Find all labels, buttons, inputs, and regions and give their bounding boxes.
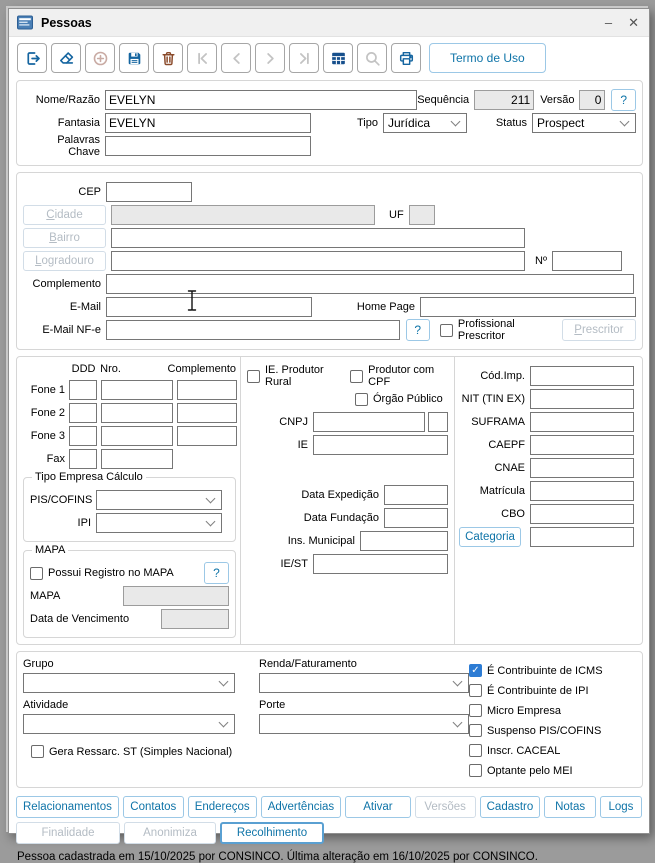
email-nfe-input[interactable]: [106, 320, 400, 340]
action-buttons-row1: [16, 796, 642, 818]
cnae-input[interactable]: [530, 458, 634, 478]
ins-municipal-input[interactable]: [360, 531, 448, 551]
email-input[interactable]: [106, 297, 312, 317]
print-button[interactable]: [391, 43, 421, 73]
fone1-nro-input[interactable]: [101, 380, 173, 400]
cep-label: CEP: [78, 186, 101, 198]
matricula-input[interactable]: [530, 481, 634, 501]
save-icon: [125, 49, 144, 68]
renda-faturamento-label: Renda/Faturamento: [259, 658, 357, 670]
logs-button[interactable]: Logs: [600, 796, 642, 818]
nav-last-icon: [295, 49, 314, 68]
sequencia-input: [474, 90, 534, 110]
classification-section: [16, 651, 643, 788]
inscr-caceal-checkbox[interactable]: [469, 744, 482, 757]
versao-label: Versão: [540, 94, 575, 106]
fone3-nro-input[interactable]: [101, 426, 173, 446]
versao-input: [579, 90, 605, 110]
ins-municipal-label: Ins. Municipal: [287, 535, 355, 547]
ipi-select[interactable]: [96, 513, 222, 533]
grupo-label: Grupo: [23, 658, 54, 670]
exit-button[interactable]: [17, 43, 47, 73]
anonimiza-button[interactable]: Anonimiza: [124, 822, 216, 844]
nav-first-icon: [193, 49, 212, 68]
cnpj-label: CNPJ: [279, 416, 308, 428]
cbo-input[interactable]: [530, 504, 634, 524]
ativar-button[interactable]: Ativar: [345, 796, 411, 818]
nav-last-button[interactable]: [289, 43, 319, 73]
fone2-complemento-input[interactable]: [177, 403, 237, 423]
atividade-label: Atividade: [23, 699, 69, 711]
contribuinte-icms-checkbox[interactable]: [469, 664, 482, 677]
address-section: [16, 172, 643, 350]
contatos-button[interactable]: Contatos: [123, 796, 184, 818]
uf-label: UF: [389, 209, 404, 221]
complemento-label: Complemento: [32, 278, 101, 290]
fone3-ddd-input[interactable]: [69, 426, 97, 446]
homepage-input[interactable]: [420, 297, 636, 317]
fantasia-input[interactable]: [105, 113, 311, 133]
tipo-empresa-calculo-group: [23, 471, 236, 542]
grid-button[interactable]: [323, 43, 353, 73]
data-vencimento-label: Data de Vencimento: [30, 613, 130, 625]
chevron-down-icon: [219, 718, 229, 728]
chevron-down-icon: [453, 718, 463, 728]
fax-label: Fax: [46, 453, 65, 465]
nit-input[interactable]: [530, 389, 634, 409]
tipo-value: Jurídica: [388, 116, 431, 130]
email-nfe-label: E-Mail NF-e: [42, 324, 101, 336]
ie-st-label: IE/ST: [280, 558, 308, 570]
sequencia-label: Sequência: [417, 94, 470, 106]
fiscal-flags: [469, 658, 636, 781]
ie-label: IE: [297, 439, 308, 451]
tipo-empresa-calculo-title: Tipo Empresa Cálculo: [32, 471, 146, 483]
mapa-label: MAPA: [30, 590, 61, 602]
cadastro-button[interactable]: Cadastro: [480, 796, 541, 818]
nav-next-button[interactable]: [255, 43, 285, 73]
data-vencimento-input: [161, 609, 229, 629]
possui-registro-mapa-label: Possui Registro no MAPA: [48, 567, 174, 579]
nav-next-icon: [261, 49, 280, 68]
close-button[interactable]: ✕: [628, 14, 639, 30]
orgao-publico-checkbox[interactable]: [355, 393, 368, 406]
phones-column: [17, 357, 241, 644]
recolhimento-button[interactable]: Recolhimento: [220, 822, 324, 844]
grupo-select[interactable]: [23, 673, 235, 693]
optante-mei-checkbox[interactable]: [469, 764, 482, 777]
fone1-complemento-input[interactable]: [177, 380, 237, 400]
bairro-input[interactable]: [111, 228, 525, 248]
add-button[interactable]: [85, 43, 115, 73]
caepf-input[interactable]: [530, 435, 634, 455]
categoria-button[interactable]: Categoria: [459, 527, 521, 547]
numero-input[interactable]: [552, 251, 622, 271]
mapa-input: [123, 586, 229, 606]
identification-section: [16, 80, 643, 166]
ipi-label: IPI: [77, 517, 91, 529]
ie-produtor-rural-checkbox[interactable]: [247, 370, 260, 383]
fone1-ddd-input[interactable]: [69, 380, 97, 400]
fone2-label: Fone 2: [30, 407, 65, 419]
cnpj-column: [241, 357, 455, 644]
text-cursor-icon: [185, 289, 199, 312]
possui-registro-mapa-checkbox[interactable]: [30, 567, 43, 580]
finalidade-button[interactable]: Finalidade: [16, 822, 120, 844]
window-title: Pessoas: [41, 15, 92, 30]
nav-first-button[interactable]: [187, 43, 217, 73]
palavras-chave-label: Palavras Chave: [57, 134, 100, 158]
search-button[interactable]: [357, 43, 387, 73]
tipo-select[interactable]: [383, 113, 467, 133]
status-select[interactable]: [532, 113, 636, 133]
fone2-ddd-input[interactable]: [69, 403, 97, 423]
termo-de-uso-button[interactable]: Termo de Uso: [429, 43, 546, 73]
fone3-complemento-input[interactable]: [177, 426, 237, 446]
action-buttons-row2: [16, 822, 642, 844]
gera-ressarc-checkbox[interactable]: [31, 745, 44, 758]
cbo-label: CBO: [501, 508, 525, 520]
cnpj-digit-input[interactable]: [428, 412, 448, 432]
chevron-down-icon: [451, 117, 461, 127]
data-expedicao-label: Data Expedição: [301, 489, 379, 501]
profissional-prescritor-label: Profissional Prescritor: [457, 318, 515, 342]
cidade-input: [111, 205, 375, 225]
gera-ressarc-label: Gera Ressarc. ST (Simples Nacional): [49, 745, 233, 758]
micro-empresa-checkbox[interactable]: [469, 704, 482, 717]
codes-column: [455, 357, 642, 644]
contribuinte-ipi-checkbox[interactable]: [469, 684, 482, 697]
email-label: E-Mail: [69, 301, 101, 313]
window-titlebar[interactable]: [9, 9, 649, 37]
orgao-publico-label: Órgão Público: [373, 393, 443, 405]
renda-faturamento-select[interactable]: [259, 673, 469, 693]
contribuinte-icms-label: É Contribuinte de ICMS: [487, 664, 603, 677]
numero-label: Nº: [535, 255, 547, 267]
inscr-caceal-label: Inscr. CACEAL: [487, 744, 561, 757]
nro-header: Nro.: [100, 363, 121, 375]
fax-nro-input[interactable]: [101, 449, 173, 469]
ie-input[interactable]: [313, 435, 448, 455]
exit-icon: [23, 49, 42, 68]
save-button[interactable]: [119, 43, 149, 73]
fantasia-label: Fantasia: [57, 117, 100, 129]
chevron-down-icon: [206, 494, 216, 504]
advertencias-button[interactable]: Advertências: [261, 796, 341, 818]
pessoas-window: [8, 8, 650, 863]
chevron-down-icon: [219, 677, 229, 687]
record-status-text: Pessoa cadastrada em 15/10/2025 por CONSINCO. Última alteração em 16/10/2025 por CONSINCO.: [17, 851, 538, 863]
uf-input: [409, 205, 435, 225]
suframa-label: SUFRAMA: [471, 416, 525, 428]
suspenso-pis-cofins-checkbox[interactable]: [469, 724, 482, 737]
complemento-header: Complemento: [167, 363, 236, 375]
homepage-label: Home Page: [356, 301, 415, 313]
fone3-label: Fone 3: [30, 430, 65, 442]
data-fundacao-input[interactable]: [384, 508, 448, 528]
ddd-header: DDD: [71, 363, 96, 375]
email-nfe-help-button[interactable]: ?: [406, 319, 430, 341]
search-icon: [363, 49, 382, 68]
mapa-group-title: MAPA: [32, 544, 68, 556]
profissional-prescritor-checkbox[interactable]: [440, 324, 453, 337]
minimize-button[interactable]: –: [604, 14, 613, 30]
status-label: Status: [495, 117, 527, 129]
eraser-icon: [57, 49, 76, 68]
tipo-label: Tipo: [357, 117, 378, 129]
relacionamentos-button[interactable]: Relacionamentos: [16, 796, 119, 818]
fax-ddd-input[interactable]: [69, 449, 97, 469]
ie-produtor-rural-label: IE. Produtor Rural: [265, 364, 324, 388]
porte-label: Porte: [259, 699, 286, 711]
caepf-label: CAEPF: [488, 439, 525, 451]
cod-imp-label: Cód.Imp.: [480, 370, 525, 382]
pis-cofins-select[interactable]: [96, 490, 222, 510]
produtor-com-cpf-label: Produtor com CPF: [368, 364, 435, 388]
prescritor-button[interactable]: Prescritor: [562, 319, 636, 341]
categoria-input[interactable]: [530, 527, 634, 547]
cod-imp-input[interactable]: [530, 366, 634, 386]
logradouro-input[interactable]: [111, 251, 525, 271]
clear-button[interactable]: [51, 43, 81, 73]
suframa-input[interactable]: [530, 412, 634, 432]
chevron-down-icon: [620, 117, 630, 127]
chevron-down-icon: [206, 517, 216, 527]
suspenso-pis-cofins-label: Suspenso PIS/COFINS: [487, 724, 602, 737]
data-expedicao-input[interactable]: [384, 485, 448, 505]
nav-previous-button[interactable]: [221, 43, 251, 73]
versao-help-button[interactable]: ?: [611, 89, 636, 111]
table-grid-icon: [329, 49, 348, 68]
porte-select[interactable]: [259, 714, 469, 734]
chevron-down-icon: [453, 677, 463, 687]
micro-empresa-label: Micro Empresa: [487, 704, 561, 717]
cnpj-input[interactable]: [313, 412, 425, 432]
nome-razao-input[interactable]: [105, 90, 417, 110]
bairro-button[interactable]: Bairro: [23, 228, 106, 248]
status-value: Prospect: [537, 116, 585, 130]
pis-cofins-label: PIS/COFINS: [30, 494, 93, 506]
contribuinte-ipi-label: É Contribuinte de IPI: [487, 684, 589, 697]
notas-button[interactable]: Notas: [544, 796, 595, 818]
window-form-icon: [17, 15, 34, 30]
optante-mei-label: Optante pelo MEI: [487, 764, 573, 777]
mapa-help-button[interactable]: ?: [204, 562, 229, 584]
mapa-group: [23, 544, 236, 638]
matricula-label: Matrícula: [479, 485, 525, 497]
cnae-label: CNAE: [494, 462, 525, 474]
atividade-select[interactable]: [23, 714, 235, 734]
fone1-label: Fone 1: [30, 384, 65, 396]
nav-previous-icon: [227, 49, 246, 68]
nome-razao-label: Nome/Razão: [35, 94, 100, 106]
fiscal-section: [16, 356, 643, 645]
fone2-nro-input[interactable]: [101, 403, 173, 423]
produtor-com-cpf-checkbox[interactable]: [350, 370, 363, 383]
nit-label: NIT (TIN EX): [461, 393, 525, 405]
palavras-chave-input[interactable]: [105, 136, 311, 156]
ie-st-input[interactable]: [313, 554, 448, 574]
trash-icon: [159, 49, 178, 68]
cep-input[interactable]: [106, 182, 192, 202]
enderecos-button[interactable]: Endereços: [188, 796, 257, 818]
plus-circle-icon: [91, 49, 110, 68]
data-fundacao-label: Data Fundação: [303, 512, 379, 524]
printer-icon: [397, 49, 416, 68]
logradouro-button[interactable]: Logradouro: [23, 251, 106, 271]
cidade-button[interactable]: Cidade: [23, 205, 106, 225]
versoes-button[interactable]: Versões: [415, 796, 476, 818]
toolbar: [9, 37, 649, 77]
delete-button[interactable]: [153, 43, 183, 73]
